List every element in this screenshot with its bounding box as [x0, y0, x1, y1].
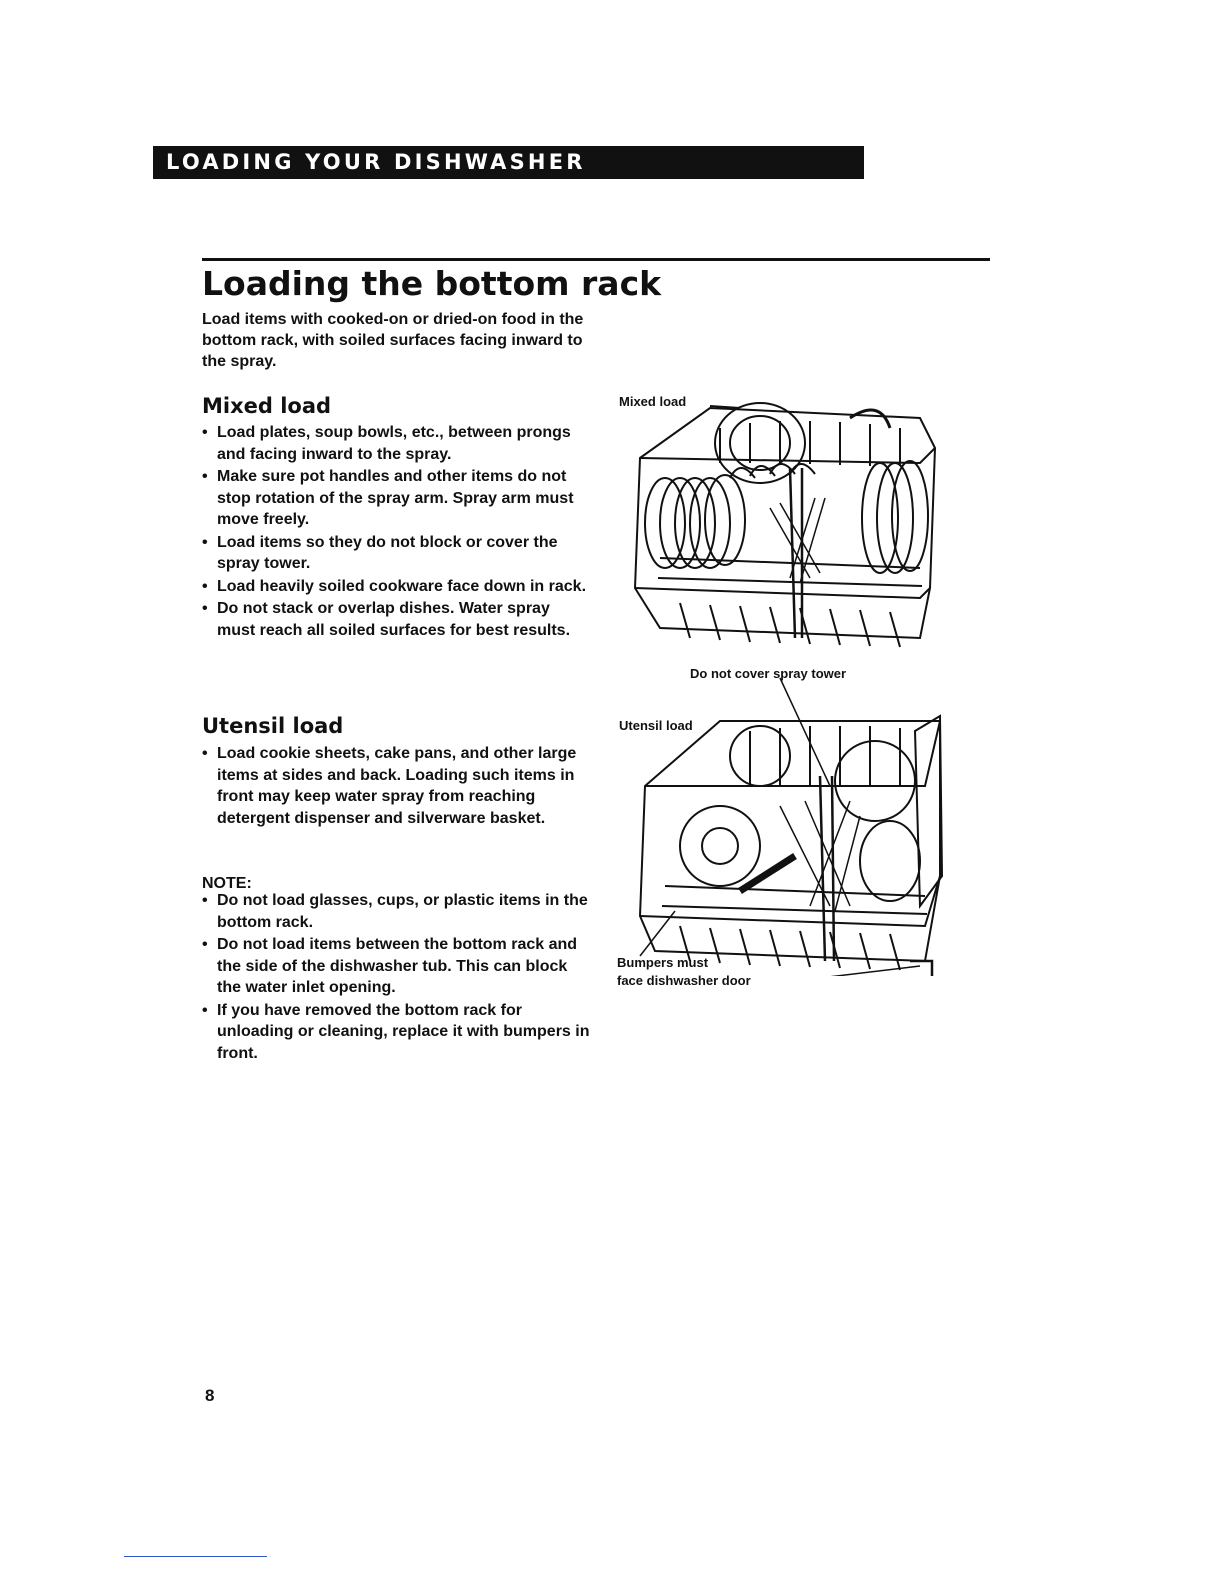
section-banner: LOADING YOUR DISHWASHER — [153, 146, 864, 179]
list-item: • Make sure pot handles and other items do not stop rotation of the spray arm. Spray arm must move freely. — [202, 466, 592, 531]
spray-tower-figure-label: Do not cover spray tower — [690, 666, 847, 681]
bumpers-figure-label-line-2: face dishwasher door — [617, 973, 751, 988]
utensil-load-rack-illustration — [620, 676, 950, 976]
note-list — [202, 890, 592, 1065]
list-item: • Load items so they do not block or cover the spray tower. — [202, 532, 592, 575]
list-item: • Do not stack or overlap dishes. Water spray must reach all soiled surfaces for best results. — [202, 598, 592, 641]
bumpers-figure-label-line-1: Bumpers must — [617, 955, 709, 970]
mixed-load-rack-illustration — [620, 388, 950, 668]
list-item: • Load plates, soup bowls, etc., between prongs and facing inward to the spray. — [202, 422, 592, 465]
list-item: • Load heavily soiled cookware face down in rack. — [202, 576, 592, 598]
list-item: • Do not load items between the bottom rack and the side of the dishwasher tub. This can block the water inlet opening. — [202, 934, 592, 999]
utensil-load-heading: Utensil load — [202, 714, 344, 738]
mixed-load-list — [202, 422, 592, 642]
title-rule — [202, 258, 990, 261]
mixed-load-figure-label: Mixed load — [619, 394, 687, 409]
utensil-load-figure-label: Utensil load — [619, 718, 693, 733]
list-item: • Do not load glasses, cups, or plastic items in the bottom rack. — [202, 890, 592, 933]
mixed-load-heading: Mixed load — [202, 394, 332, 418]
note-label: NOTE: — [202, 875, 252, 892]
utensil-load-list — [202, 743, 592, 830]
list-item: • Load cookie sheets, cake pans, and other large items at sides and back. Loading such items in front may keep water spray from reaching detergent dispenser and silverware basket. — [202, 743, 592, 829]
list-item: • If you have removed the bottom rack for unloading or cleaning, replace it with bumpers in front. — [202, 1000, 592, 1065]
page-number: 8 — [205, 1386, 215, 1405]
page-title: Loading the bottom rack — [202, 264, 662, 303]
footer-rule — [124, 1556, 267, 1557]
intro-paragraph: Load items with cooked-on or dried-on food in the bottom rack, with soiled surfaces facing inward to the spray. — [202, 311, 584, 370]
